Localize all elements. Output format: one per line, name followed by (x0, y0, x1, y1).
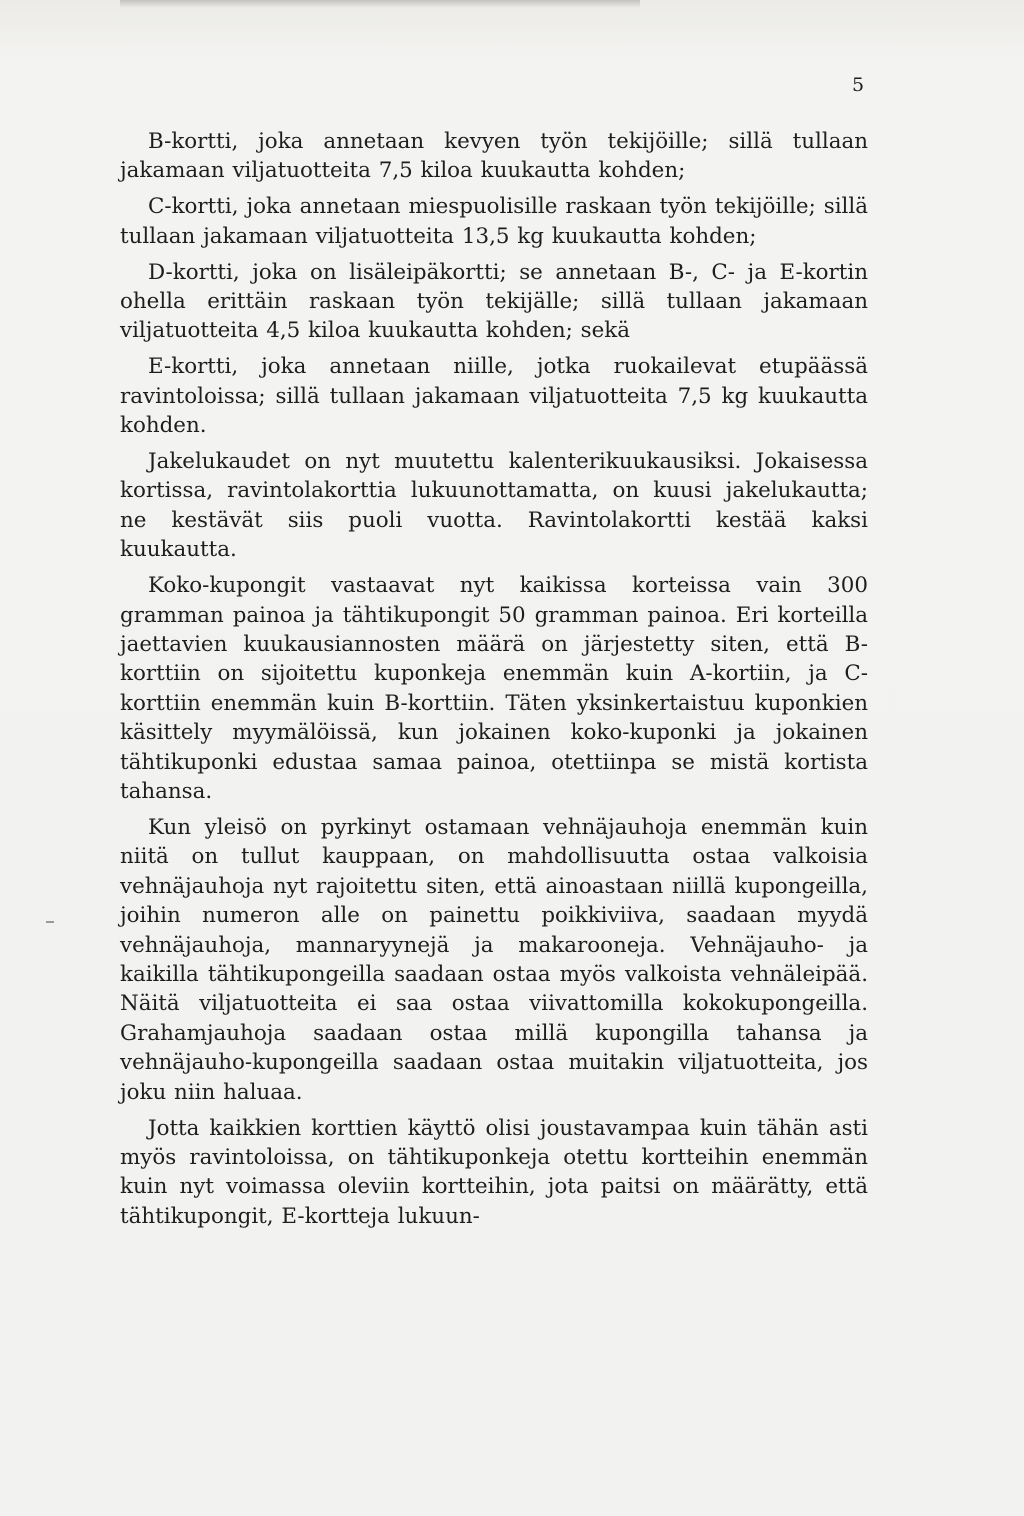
paragraph-d-kortti: D-kortti, joka on lisäleipäkortti; se annetaan B-, C- ja E-kortin ohella erittäin raskaan työn tekijälle; sillä tullaan jakamaan viljatuotteita 4,5 kiloa kuukautta kohden; sekä (120, 259, 868, 344)
paragraph-tahtikupongit: Jotta kaikkien korttien käyttö olisi joustavampaa kuin tähän asti myös ravintoloissa, on tähtikuponkeja otettu kortteihin enemmän kuin nyt voimassa oleviin kortteihin, jota paitsi on määrätty, että tähtikupongit, E-kortteja lukuun- (120, 1115, 868, 1229)
page-number: 5 (852, 74, 865, 96)
body-text (120, 127, 868, 1231)
paragraph-vehnajauhot: Kun yleisö on pyrkinyt ostamaan vehnäjauhoja enemmän kuin niitä on tullut kauppaan, on mahdollisuutta ostaa valkoisia vehnäjauhoja nyt rajoitettu siten, että ainoastaan niillä kupongeilla, joihin numeron alle on painettu poikkiviiva, saadaan myydä vehnäjauhoja, mannaryynejä ja makarooneja. Vehnäjauho- ja kaikilla tähtikupongeilla saadaan ostaa myös valkoista vehnäleipää. Näitä viljatuotteita ei saa ostaa viivattomilla kokokupongeilla. Grahamjauhoja saadaan ostaa millä kupongilla tahansa ja vehnäjauho-kupongeilla saadaan ostaa muitakin viljatuotteita, jos joku niin haluaa. (120, 814, 868, 1105)
paragraph-koko-kupongit: Koko-kupongit vastaavat nyt kaikissa korteissa vain 300 gramman painoa ja tähtikupongit 50 gramman painoa. Eri korteilla jaettavien kuukausiannosten määrä on järjestetty siten, että B-korttiin on sijoitettu kuponkeja enemmän kuin A-kortiin, ja C-korttiin enemmän kuin B-korttiin. Täten yksinkertaistuu kuponkien käsittely myymälöissä, kun jokainen koko-kuponki ja jokainen tähtikuponki edustaa samaa painoa, otettiinpa se mistä kortista tahansa. (120, 573, 868, 805)
paragraph-c-kortti: C-kortti, joka annetaan miespuolisille raskaan työn tekijöille; sillä tullaan jakamaan viljatuotteita 13,5 kg kuukautta kohden; (120, 194, 868, 249)
paragraph-e-kortti: E-kortti, joka annetaan niille, jotka ruokailevat etupäässä ravintoloissa; sillä tullaan jakamaan viljatuotteita 7,5 kg kuukautta kohden. (120, 354, 868, 439)
scan-edge-shadow (120, 0, 640, 8)
paragraph-jakelukaudet: Jakelukaudet on nyt muutettu kalenterikuukausiksi. Jokaisessa kortissa, ravintolakorttia lukuunottamatta, on kuusi jakelukautta; ne kestävät siis puoli vuotta. Ravintolakortti kestää kaksi kuukautta. (120, 449, 868, 563)
margin-mark (46, 921, 54, 923)
paragraph-b-kortti: B-kortti, joka annetaan kevyen työn tekijöille; sillä tullaan jakamaan viljatuotteita 7,5 kiloa kuukautta kohden; (120, 129, 868, 184)
